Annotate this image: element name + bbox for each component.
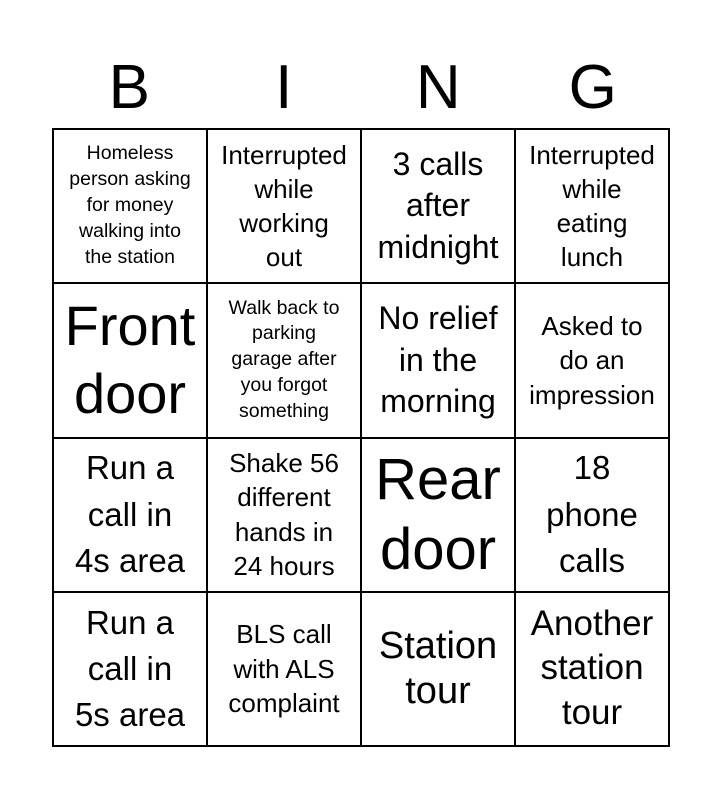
header-letter-i: I	[275, 53, 293, 122]
bingo-cell[interactable]	[362, 284, 516, 438]
cell-text: Rear door	[375, 447, 501, 582]
cell-text: Walk back to parking garage after you forgot something	[228, 296, 340, 423]
bingo-cell[interactable]	[208, 439, 362, 593]
bingo-cell[interactable]	[208, 284, 362, 438]
bingo-cell[interactable]	[516, 593, 670, 747]
bingo-cell[interactable]	[516, 284, 670, 438]
bingo-cell[interactable]	[516, 439, 670, 593]
header-letter-n: N	[415, 53, 461, 122]
cell-text: 18 phone calls	[546, 449, 638, 579]
bingo-cell[interactable]	[208, 130, 362, 284]
cell-text: Homeless person asking for money walking into the station	[69, 142, 191, 268]
cell-text: BLS call with ALS complaint	[228, 619, 340, 719]
bingo-cell[interactable]	[362, 130, 516, 284]
cell-text: Run a call in 5s area	[74, 603, 186, 733]
cell-text: Asked to do an impression	[529, 310, 655, 410]
header-letter-b: B	[108, 53, 150, 122]
bingo-cell[interactable]	[54, 130, 208, 284]
bingo-header	[52, 48, 670, 128]
bingo-cell[interactable]	[362, 593, 516, 747]
bingo-cell[interactable]	[54, 284, 208, 438]
cell-text: 3 calls after midnight	[377, 145, 499, 265]
cell-text: Interrupted while eating lunch	[529, 139, 655, 273]
bingo-cell[interactable]	[362, 439, 516, 593]
cell-text: Another station tour	[530, 603, 654, 733]
bingo-cell[interactable]	[54, 439, 208, 593]
bingo-cell[interactable]	[208, 593, 362, 747]
cell-text: Run a call in 4s area	[74, 449, 186, 579]
cell-text: Shake 56 different hands in 24 hours	[229, 448, 339, 581]
header-letter-g: G	[568, 53, 617, 122]
cell-text: No relief in the morning	[378, 299, 498, 420]
bingo-cell[interactable]	[516, 130, 670, 284]
cell-text: Interrupted while working out	[221, 139, 347, 273]
bingo-card	[52, 128, 670, 747]
bingo-cell[interactable]	[54, 593, 208, 747]
cell-text: Station tour	[378, 625, 498, 712]
cell-text: Front door	[64, 294, 196, 426]
